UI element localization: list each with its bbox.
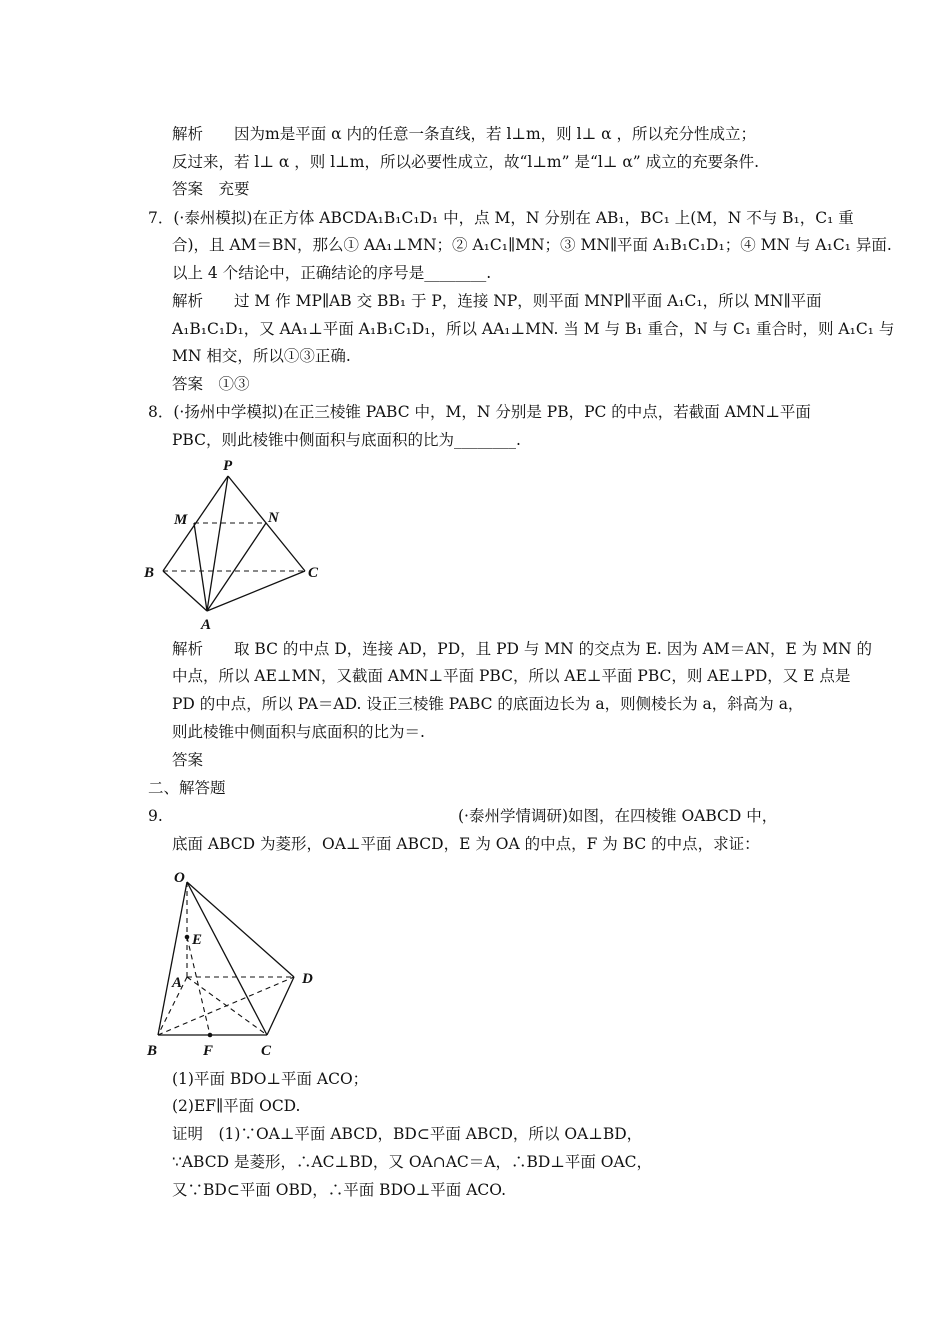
edge-ab bbox=[163, 571, 207, 611]
pyramid-oabcd-figure bbox=[140, 862, 340, 1062]
analysis-7-line-3: MN 相交，所以①③正确. bbox=[172, 347, 351, 365]
question-8-line-1: 8．(·扬州中学模拟)在正三棱锥 PABC 中，M，N 分别是 PB，PC 的中点，若截面 AMN⊥平面 bbox=[148, 403, 811, 421]
analysis-7-line-2: A₁B₁C₁D₁，又 AA₁⊥平面 A₁B₁C₁D₁，所以 AA₁⊥MN. 当 M 与 B₁ 重合，N 与 C₁ 重合时，则 A₁C₁ 与 bbox=[172, 320, 895, 338]
proof-line-1: 证明 (1)∵OA⊥平面 ABCD，BD⊂平面 ABCD，所以 OA⊥BD， bbox=[172, 1125, 643, 1143]
label-f: F bbox=[203, 1043, 214, 1059]
question-7-line-2: 合)，且 AM＝BN，那么① AA₁⊥MN；② A₁C₁∥MN；③ MN∥平面 A₁B₁C₁D₁；④ MN 与 A₁C₁ 异面. bbox=[172, 236, 892, 254]
segment-ef-hidden bbox=[187, 937, 210, 1035]
analysis-8-line-2: 中点，所以 AE⊥MN，又截面 AMN⊥平面 PBC，所以 AE⊥平面 PBC，则 AE⊥PD，又 E 点是 bbox=[172, 667, 851, 685]
proof-line-3: 又∵BD⊂平面 OBD，∴平面 BDO⊥平面 ACO. bbox=[172, 1181, 506, 1199]
label-p: P bbox=[223, 458, 233, 474]
label-b: B bbox=[144, 565, 155, 581]
proof-line-2: ∵ABCD 是菱形，∴AC⊥BD，又 OA∩AC＝A，∴BD⊥平面 OAC， bbox=[172, 1153, 653, 1171]
analysis-6-line-2: 反过来，若 l⊥ α ，则 l⊥m，所以必要性成立，故“l⊥m” 是“l⊥ α” 成立的充要条件. bbox=[172, 153, 760, 171]
analysis-8-line-1: 解析 取 BC 的中点 D，连接 AD，PD，且 PD 与 MN 的交点为 E. 因为 AM＝AN，E 为 MN 的 bbox=[172, 640, 873, 658]
question-7-line-1: 7．(·泰州模拟)在正方体 ABCDA₁B₁C₁D₁ 中，点 M，N 分别在 AB₁，BC₁ 上(M，N 不与 B₁，C₁ 重 bbox=[148, 209, 854, 227]
label-b: B bbox=[147, 1043, 158, 1059]
point-e bbox=[185, 935, 190, 940]
edge-ob bbox=[158, 882, 187, 1035]
edge-ac bbox=[207, 571, 305, 611]
question-7-line-3: 以上 4 个结论中，正确结论的序号是________. bbox=[172, 264, 492, 282]
question-9-line-2: 底面 ABCD 为菱形，OA⊥平面 ABCD，E 为 OA 的中点，F 为 BC 的中点，求证： bbox=[172, 835, 760, 853]
analysis-6-line-1: 解析 因为m是平面 α 内的任意一条直线，若 l⊥m，则 l⊥ α ，所以充分性成立； bbox=[172, 125, 756, 143]
question-9-number: 9. bbox=[148, 807, 163, 825]
section-heading: 二、解答题 bbox=[148, 779, 226, 797]
edge-pa bbox=[207, 476, 228, 611]
question-9-part-2: (2)EF∥平面 OCD. bbox=[172, 1097, 301, 1115]
edge-cd bbox=[267, 977, 294, 1035]
label-a: A bbox=[172, 975, 183, 991]
analysis-8-line-4: 则此棱锥中侧面积与底面积的比为＝. bbox=[172, 723, 425, 741]
label-a: A bbox=[201, 617, 212, 633]
segment-am bbox=[194, 523, 207, 611]
edge-od bbox=[187, 882, 294, 977]
analysis-8-line-3: PD 的中点，所以 PA＝AD. 设正三棱锥 PABC 的底面边长为 a，则侧棱长为 a，斜高为 a， bbox=[172, 695, 804, 713]
question-9-line-1: (·泰州学情调研)如图，在四棱锥 OABCD 中， bbox=[458, 807, 778, 825]
point-f bbox=[208, 1033, 213, 1038]
label-e: E bbox=[192, 932, 203, 948]
label-o: O bbox=[174, 870, 185, 886]
answer-8: 答案 bbox=[172, 751, 204, 769]
pyramid-pabc-figure bbox=[140, 456, 330, 636]
label-n: N bbox=[268, 510, 279, 526]
answer-7: 答案 ①③ bbox=[172, 375, 250, 393]
analysis-7-line-1: 解析 过 M 作 MP∥AB 交 BB₁ 于 P，连接 NP，则平面 MNP∥平面 A₁C₁，所以 MN∥平面 bbox=[172, 292, 822, 310]
label-c: C bbox=[308, 565, 319, 581]
segment-an bbox=[207, 523, 266, 611]
question-9-part-1: (1)平面 BDO⊥平面 ACO； bbox=[172, 1070, 369, 1088]
label-d: D bbox=[302, 971, 313, 987]
edge-oc bbox=[187, 882, 267, 1035]
label-m: M bbox=[174, 512, 188, 528]
label-c: C bbox=[261, 1043, 272, 1059]
question-8-line-2: PBC，则此棱锥中侧面积与底面积的比为________. bbox=[172, 431, 521, 449]
answer-6: 答案 充要 bbox=[172, 180, 250, 198]
